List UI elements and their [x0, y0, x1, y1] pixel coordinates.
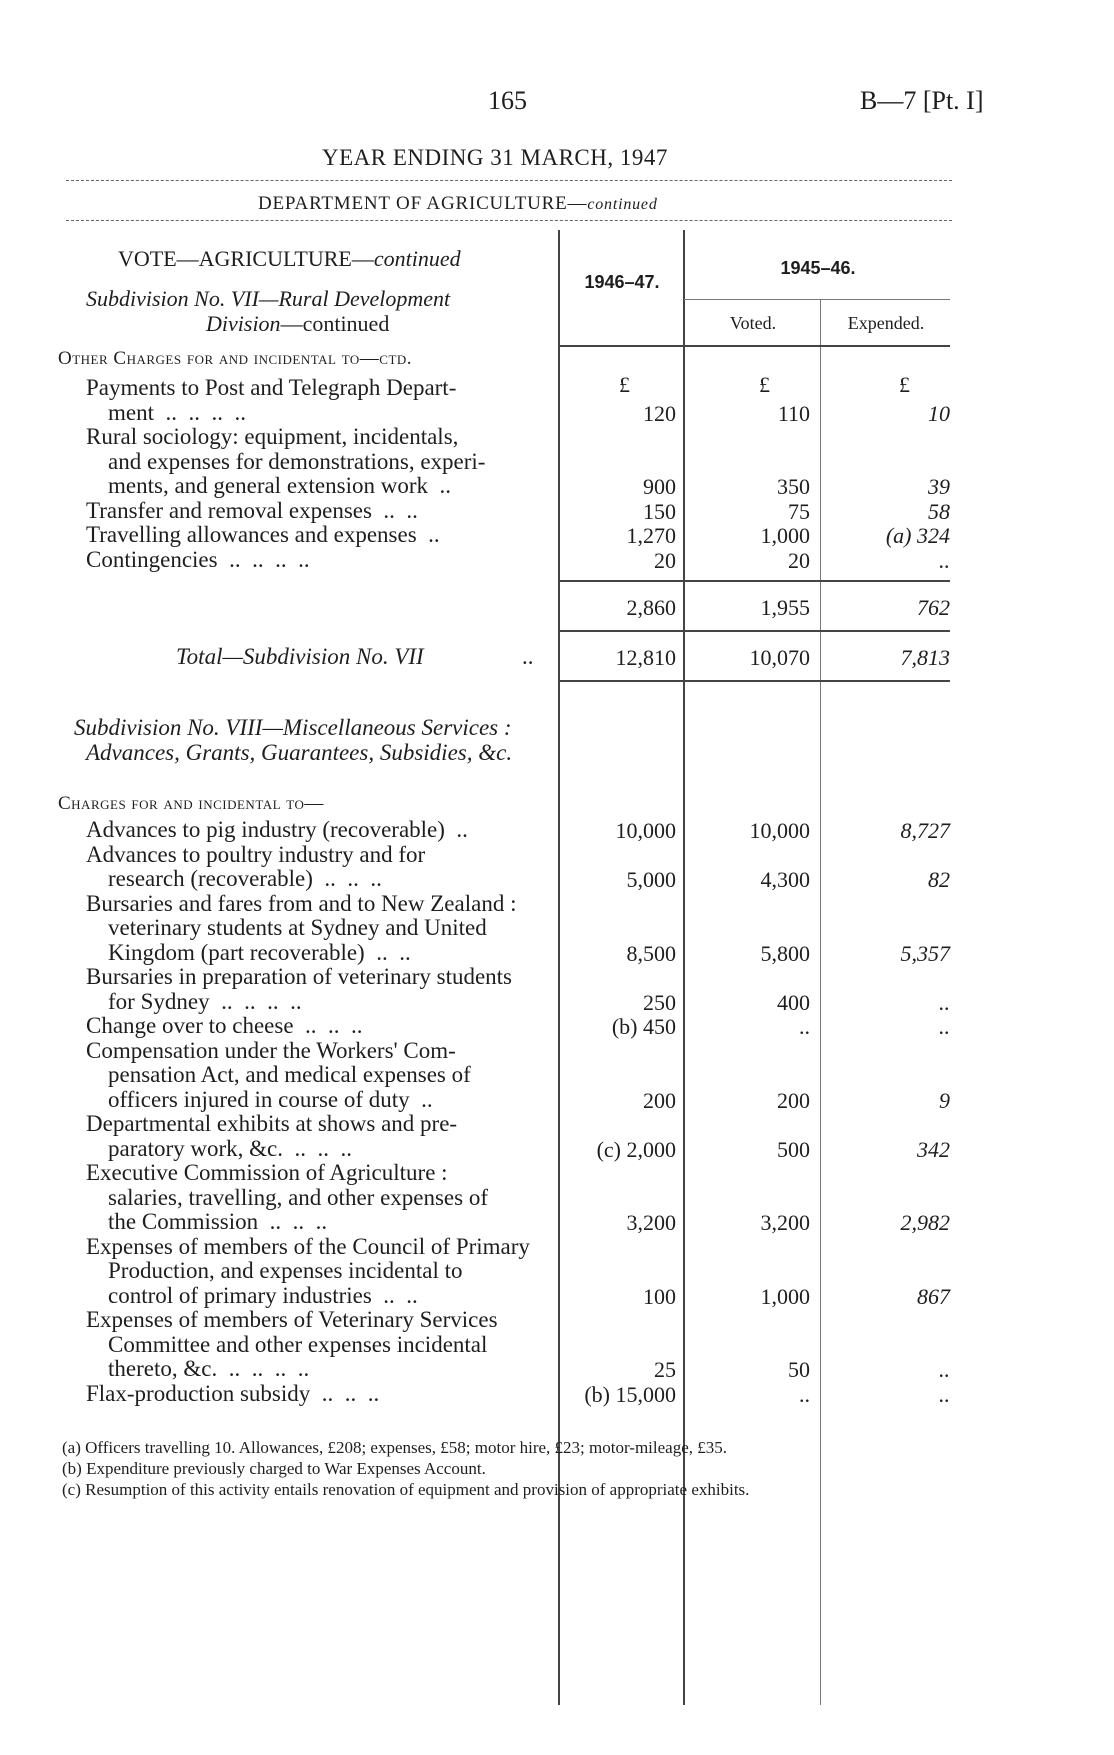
section-viii-row-4-expended: .. [939, 1014, 950, 1039]
section-vii-row-0-v1946: 120 [643, 400, 676, 426]
section-vii-row-0-expended: 10 [928, 400, 950, 426]
section-viii-row-6-voted: 500 [777, 1136, 810, 1162]
section-vii-row-4-voted: 20 [788, 547, 810, 573]
section-vii-row-3-voted: 1,000 [760, 523, 810, 548]
section-viii-heading: Charges for and incidental to— [58, 793, 324, 814]
rule-total-top [559, 630, 950, 632]
section-vii-row-2-line-0: Transfer and removal expenses .. .. [86, 497, 418, 523]
section-viii-row-8-line-0: Expenses of members of the Council of Primary [86, 1233, 530, 1259]
section-viii-row-8-expended: 867 [917, 1283, 950, 1309]
section-vii-row-4-expended: .. [939, 547, 950, 573]
section-vii-row-3-expended: (a) 324 [885, 523, 950, 548]
footnote-b: (b) Expenditure previously charged to War Expenses Account. [62, 1459, 486, 1478]
subtotal-voted: 1,955 [760, 595, 810, 620]
section-viii-row-5-expended: 9 [939, 1087, 950, 1113]
section-viii-row-8-line-1: Production, and expenses incidental to [108, 1258, 463, 1283]
subtotal-1946: 2,860 [626, 595, 676, 620]
rule-subtotal-top [559, 580, 950, 582]
section-vii-row-3-line-0: Travelling allowances and expenses .. [86, 522, 440, 547]
divider-below-dept [66, 220, 952, 221]
section-vii-row-1-line-0: Rural sociology: equipment, incidentals, [86, 424, 459, 449]
total-voted: 10,070 [749, 645, 810, 670]
total-subdivision-vii-label: Total—Subdivision No. VII [176, 644, 424, 669]
section-viii-row-5-line-0: Compensation under the Workers' Com- [86, 1037, 456, 1063]
section-vii-row-0-line-0: Payments to Post and Telegraph Depart- [86, 375, 457, 400]
department-title-main: DEPARTMENT OF AGRICULTURE— [258, 193, 588, 214]
column-header-voted: Voted. [729, 313, 777, 333]
vote-title-cont: continued [373, 246, 461, 271]
section-viii-row-10-line-0: Flax-production subsidy .. .. .. [86, 1380, 380, 1406]
rule-under-1945 [684, 299, 950, 300]
section-viii-row-1-line-1: research (recoverable) .. .. .. [108, 866, 382, 891]
section-viii-row-0-line-0: Advances to pig industry (recoverable) .. [86, 817, 468, 842]
section-vii-row-2-voted: 75 [788, 498, 810, 524]
section-viii-row-4-v1946: (b) 450 [611, 1014, 676, 1039]
section-viii-row-2-expended: 5,357 [900, 940, 950, 966]
section-vii-row-3-v1946: 1,270 [626, 523, 676, 548]
section-viii-row-3-expended: .. [939, 989, 950, 1015]
subdivision-vii-title-line2 [206, 311, 389, 337]
column-header-1945-46: 1945–46. [780, 258, 856, 278]
rule-vertical-3 [820, 300, 821, 1705]
section-viii-row-1-v1946: 5,000 [626, 867, 676, 892]
section-viii-row-2-line-1: veterinary students at Sydney and United [108, 915, 487, 940]
section-viii-row-10-voted: .. [799, 1381, 810, 1407]
subdivision-viii-subtitle: Advances, Grants, Guarantees, Subsidies, &c. [86, 740, 513, 765]
section-viii-row-9-expended: .. [939, 1357, 950, 1382]
section-viii-row-7-voted: 3,200 [760, 1210, 810, 1235]
section-viii-row-4-line-0: Change over to cheese .. .. .. [86, 1013, 363, 1038]
section-viii-row-5-line-1: pensation Act, and medical expenses of [108, 1062, 471, 1087]
currency-expended: £ [899, 372, 910, 397]
subdivision-viii-title: Subdivision No. VIII—Miscellaneous Services : [74, 715, 512, 740]
section-viii-row-2-line-2: Kingdom (part recoverable) .. .. [108, 939, 411, 965]
subdivision-vii-title: Subdivision No. VII—Rural Development [86, 286, 451, 311]
section-viii-row-5-v1946: 200 [643, 1087, 676, 1113]
section-viii-row-3-voted: 400 [777, 989, 810, 1015]
section-vii-row-4-line-0: Contingencies .. .. .. .. [86, 546, 310, 572]
currency-voted: £ [759, 372, 770, 397]
section-viii-row-9-line-1: Committee and other expenses incidental [108, 1331, 488, 1357]
divider-top [66, 180, 952, 181]
section-vii-row-1-line-1: and expenses for demonstrations, experi- [108, 448, 486, 474]
section-viii-row-6-line-1: paratory work, &c. .. .. .. [108, 1135, 352, 1161]
section-viii-row-9-line-2: thereto, &c. .. .. .. .. [108, 1356, 310, 1381]
section-viii-row-6-expended: 342 [917, 1136, 950, 1162]
department-title [258, 193, 658, 215]
section-viii-row-7-line-1: salaries, travelling, and other expenses of [108, 1184, 489, 1210]
section-vii-row-0-voted: 110 [777, 400, 810, 426]
section-viii-row-2-voted: 5,800 [760, 940, 810, 966]
total-expended: 7,813 [900, 645, 950, 670]
section-vii-row-2-expended: 58 [928, 498, 950, 524]
rule-total-bottom [559, 680, 950, 682]
department-title-cont: continued [587, 196, 658, 213]
section-viii-row-7-v1946: 3,200 [626, 1210, 676, 1235]
section-viii-row-3-line-1: for Sydney .. .. .. .. [108, 988, 302, 1014]
section-viii-row-6-v1946: (c) 2,000 [596, 1136, 676, 1162]
section-viii-row-8-line-2: control of primary industries .. .. [108, 1282, 418, 1308]
section-viii-row-8-v1946: 100 [643, 1283, 676, 1309]
section-viii-row-3-line-0: Bursaries in preparation of veterinary students [86, 964, 513, 989]
section-vii-heading: Other Charges for and incidental to—ctd. [58, 348, 413, 369]
section-viii-row-9-line-0: Expenses of members of Veterinary Services [86, 1307, 498, 1332]
section-vii-row-2-v1946: 150 [643, 498, 676, 524]
rule-header-bottom [559, 345, 950, 347]
year-title: YEAR ENDING 31 MARCH, 1947 [322, 145, 668, 170]
section-viii-row-10-v1946: (b) 15,000 [584, 1381, 676, 1407]
vote-title [118, 246, 461, 272]
section-viii-row-0-voted: 10,000 [749, 818, 810, 843]
section-vii-row-0-line-1: ment .. .. .. .. [108, 399, 246, 425]
section-vii-row-1-expended: 39 [928, 474, 950, 499]
column-header-expended: Expended. [847, 313, 925, 333]
subdivision-vii-division: Division [206, 311, 281, 336]
section-viii-row-0-expended: 8,727 [900, 818, 950, 843]
footnote-a: (a) Officers travelling 10. Allowances, £208; expenses, £58; motor hire, £23; motor-mileage, £35. [62, 1438, 728, 1457]
section-viii-row-1-voted: 4,300 [760, 867, 810, 892]
page-number: 165 [488, 86, 527, 115]
section-viii-row-2-line-0: Bursaries and fares from and to New Zealand : [86, 890, 517, 916]
footnote-c: (c) Resumption of this activity entails renovation of equipment and provision of appropriate exhibits. [62, 1480, 750, 1499]
total-dots: .. [522, 644, 534, 669]
section-vii-row-1-v1946: 900 [643, 474, 676, 499]
section-viii-row-3-v1946: 250 [643, 989, 676, 1015]
section-viii-row-4-voted: .. [799, 1014, 810, 1039]
section-viii-row-8-voted: 1,000 [760, 1283, 810, 1309]
section-viii-row-6-line-0: Departmental exhibits at shows and pre- [86, 1111, 458, 1136]
total-1946: 12,810 [615, 645, 676, 670]
section-viii-row-9-v1946: 25 [654, 1357, 676, 1382]
section-vii-row-1-line-2: ments, and general extension work .. [108, 473, 451, 498]
subdivision-vii-continued: —continued [280, 311, 390, 336]
section-viii-row-2-v1946: 8,500 [626, 940, 676, 966]
section-viii-row-1-expended: 82 [928, 867, 950, 892]
section-viii-row-5-line-2: officers injured in course of duty .. [108, 1086, 433, 1112]
section-viii-row-9-voted: 50 [788, 1357, 810, 1382]
subtotal-expended: 762 [917, 595, 950, 620]
page-reference: B—7 [Pt. I] [860, 86, 984, 115]
section-viii-row-7-line-2: the Commission .. .. .. [108, 1209, 328, 1234]
section-vii-row-4-v1946: 20 [654, 547, 676, 573]
section-viii-row-10-expended: .. [939, 1381, 950, 1407]
section-viii-row-7-expended: 2,982 [900, 1210, 950, 1235]
currency-1946: £ [619, 372, 630, 397]
column-header-1946-47: 1946–47. [584, 272, 660, 292]
section-vii-row-1-voted: 350 [777, 474, 810, 499]
section-viii-row-7-line-0: Executive Commission of Agriculture : [86, 1160, 448, 1185]
section-viii-row-1-line-0: Advances to poultry industry and for [86, 841, 426, 867]
vote-title-main: VOTE—AGRICULTURE— [118, 246, 374, 271]
section-viii-row-0-v1946: 10,000 [615, 818, 676, 843]
section-viii-row-5-voted: 200 [777, 1087, 810, 1113]
